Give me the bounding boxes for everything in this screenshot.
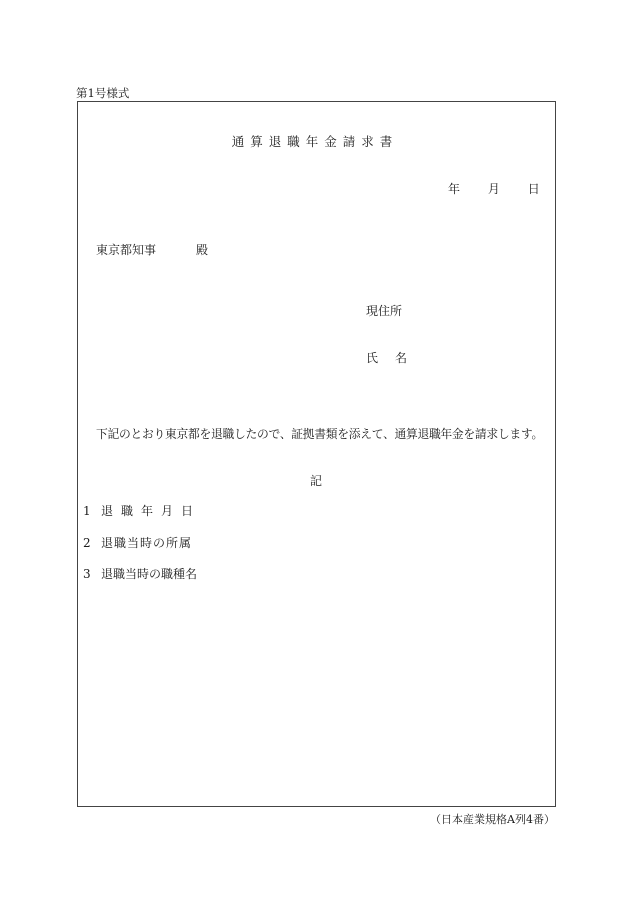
item-number: 1	[83, 504, 91, 518]
address-label: 現住所	[366, 304, 403, 318]
ki-heading: 記	[310, 474, 323, 488]
item-number: 3	[83, 567, 91, 581]
item-label: 退職年月日	[101, 504, 202, 518]
request-statement: 下記のとおり東京都を退職したので、証拠書類を添えて、通算退職年金を請求します。	[96, 427, 543, 441]
form-frame	[77, 101, 556, 807]
list-item	[83, 534, 192, 551]
addressee	[96, 241, 208, 258]
addressee-name: 東京都知事	[96, 243, 157, 257]
list-item	[83, 502, 201, 519]
addressee-honorific: 殿	[196, 243, 209, 257]
item-number: 2	[83, 536, 91, 550]
name-label-second: 名	[395, 351, 408, 365]
paper-size-note: （日本産業規格A列4番）	[430, 813, 555, 826]
year-label: 年	[448, 182, 461, 196]
item-label: 退職当時の職種名	[101, 567, 198, 581]
month-label: 月	[487, 182, 500, 196]
date-row	[448, 180, 540, 197]
name-label-first: 氏	[366, 351, 379, 365]
day-label: 日	[527, 182, 540, 196]
form-number: 第1号様式	[76, 86, 130, 100]
name-label	[366, 349, 407, 366]
item-label: 退職当時の所属	[101, 536, 193, 550]
form-title: 通算退職年金請求書	[231, 134, 399, 149]
list-item	[83, 565, 197, 582]
